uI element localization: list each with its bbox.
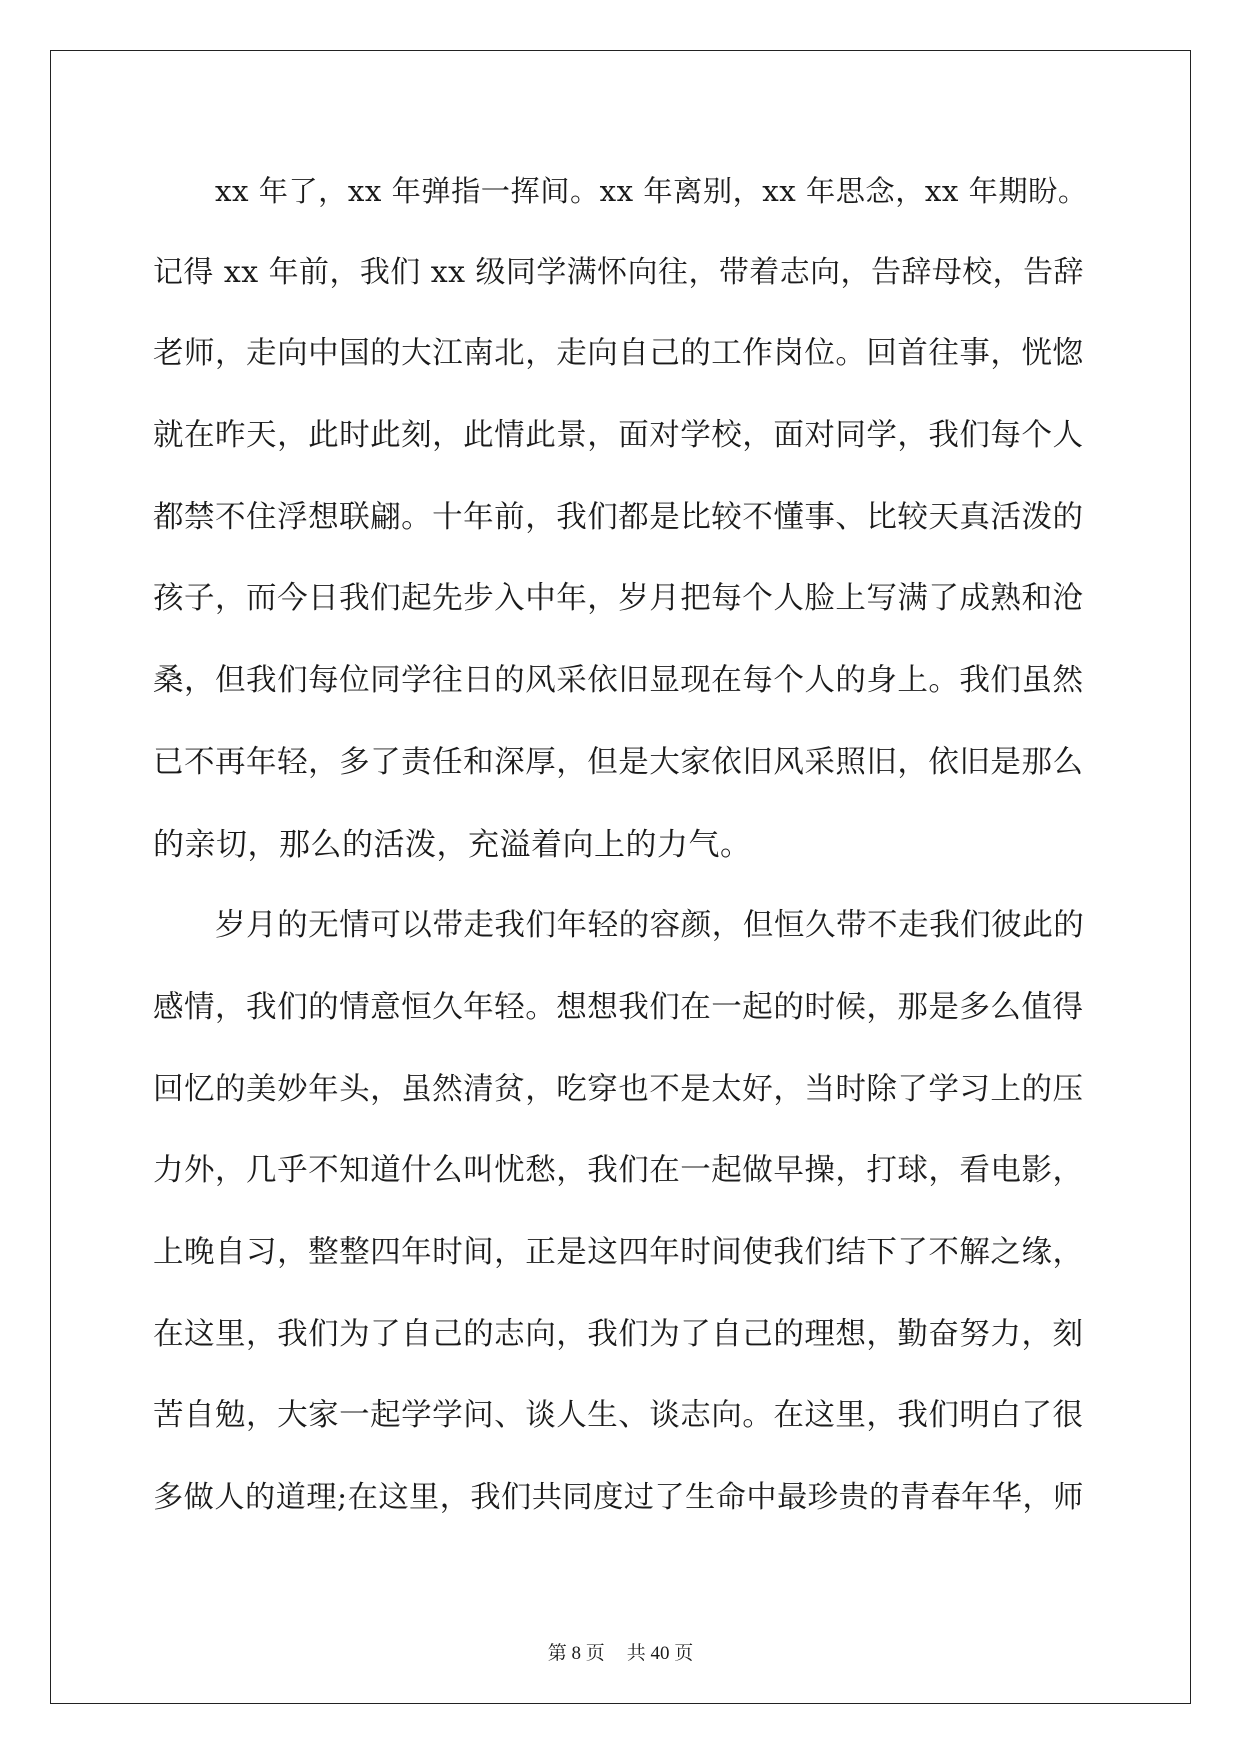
text-line: 上晚自习，整整四年时间，正是这四年时间使我们结下了不解之缘， bbox=[153, 1234, 1084, 1270]
text-line: 就在昨天，此时此刻，此情此景，面对学校，面对同学，我们每个人 bbox=[153, 418, 1084, 454]
text-line: 岁月的无情可以带走我们年轻的容颜，但恒久带不走我们彼此的 bbox=[215, 908, 1085, 944]
text-line: 都禁不住浮想联翩。十年前，我们都是比较不懂事、比较天真活泼的 bbox=[153, 499, 1084, 535]
text-line: 在这里，我们为了自己的志向，我们为了自己的理想，勤奋努力，刻 bbox=[153, 1316, 1084, 1352]
text-line: 回忆的美妙年头，虽然清贫，吃穿也不是太好，当时除了学习上的压 bbox=[153, 1071, 1084, 1107]
text-line: 苦自勉，大家一起学学问、谈人生、谈志向。在这里，我们明白了很 bbox=[153, 1398, 1084, 1434]
text-line: 孩子，而今日我们起先步入中年，岁月把每个人脸上写满了成熟和沧 bbox=[153, 581, 1084, 617]
text-line: 力外，几乎不知道什么叫忧愁，我们在一起做早操，打球，看电影， bbox=[153, 1153, 1084, 1189]
page-total: 共 40 页 bbox=[626, 1643, 694, 1664]
page-number: 第 8 页 bbox=[547, 1643, 605, 1664]
text-line: xx 年了，xx 年弹指一挥间。xx 年离别，xx 年思念，xx 年期盼。 bbox=[215, 174, 1088, 208]
text-line: 桑，但我们每位同学往日的风采依旧显现在每个人的身上。我们虽然 bbox=[153, 663, 1084, 699]
text-line: 记得 xx 年前，我们 xx 级同学满怀向往，带着志向，告辞母校，告辞 bbox=[153, 254, 1084, 290]
text-line: 已不再年轻，多了责任和深厚，但是大家依旧风采照旧，依旧是那么 bbox=[153, 744, 1084, 780]
text-line: 老师，走向中国的大江南北，走向自己的工作岗位。回首往事，恍惚 bbox=[153, 336, 1084, 372]
page-footer bbox=[0, 1638, 1241, 1665]
text-line: 的亲切，那么的活泼，充溢着向上的力气。 bbox=[153, 826, 752, 863]
text-line: 感情，我们的情意恒久年轻。想想我们在一起的时候，那是多么值得 bbox=[153, 989, 1084, 1025]
document-body bbox=[153, 160, 1093, 1549]
text-line: 多做人的道理;在这里，我们共同度过了生命中最珍贵的青春年华，师 bbox=[153, 1480, 1084, 1515]
